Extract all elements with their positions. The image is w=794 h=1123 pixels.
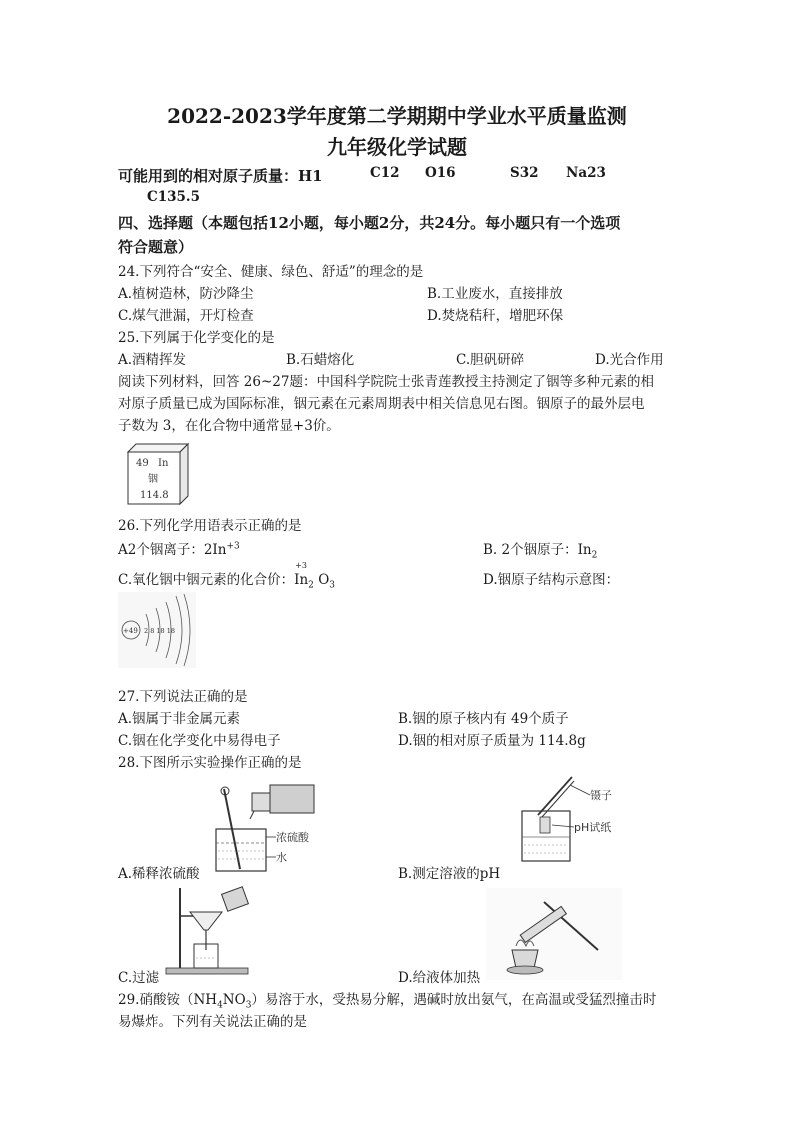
- q29-sub3: 3: [245, 1000, 252, 1011]
- q26-c-in: In: [294, 572, 309, 588]
- q29-mid: NO: [222, 992, 246, 1008]
- indium-element-card: [122, 440, 192, 506]
- q27-option-d: D.铟的相对原子质量为 114.8g: [398, 733, 586, 749]
- q26-b-sub: 2: [591, 550, 598, 561]
- label-ph-paper: pH试纸: [574, 821, 612, 834]
- q27-option-b: B.铟的原子核内有 49个质子: [398, 711, 569, 727]
- q28-option-b: B.测定溶液的pH: [398, 866, 501, 882]
- q26-c-sub3: 3: [329, 580, 336, 591]
- q24-stem: 24.下列符合“安全、健康、绿色、舒适”的理念的是: [118, 264, 424, 280]
- reading-line-2: 对原子质量已成为国际标准，铟元素在元素周期表中相关信息见右图。铟原子的最外层电: [118, 396, 645, 412]
- mass-c: C12: [370, 165, 400, 181]
- element-mass: 114.8: [140, 490, 169, 501]
- q26-option-c: [118, 561, 336, 591]
- mass-o: O16: [425, 165, 456, 181]
- figure-heating-liquid: [486, 888, 622, 980]
- label-tweezers: 镊子: [590, 789, 612, 802]
- q26-c-valence: +3: [295, 561, 307, 570]
- atomic-mass-row: [118, 165, 323, 186]
- label-conc-acid: 浓硫酸: [276, 831, 309, 844]
- shell-electrons: 2 8 18 18: [144, 627, 176, 635]
- q24-option-c: C.煤气泄漏，开灯检查: [118, 308, 254, 324]
- q24-option-a: A.植树造林，防沙降尘: [118, 286, 254, 302]
- q25-option-a: A.酒精挥发: [118, 352, 187, 368]
- q26-b-text: B. 2个铟原子：In: [483, 542, 592, 558]
- mass-s: S32: [510, 165, 539, 181]
- q24-option-d: D.焚烧秸秆，增肥环保: [427, 308, 564, 324]
- element-number: 49: [136, 458, 149, 469]
- q27-option-c: C.铟在化学变化中易得电子: [118, 733, 281, 749]
- q28-option-c: C.过滤: [118, 970, 160, 986]
- nucleus-charge: +49: [123, 627, 138, 635]
- element-symbol: In: [158, 458, 169, 469]
- q27-option-a: A.铟属于非金属元素: [118, 711, 241, 727]
- q28-stem: 28.下图所示实验操作正确的是: [118, 755, 302, 771]
- q29-line-2: 易爆炸。下列有关说法正确的是: [118, 1014, 307, 1030]
- q28-option-a: A.稀释浓硫酸: [118, 866, 200, 882]
- reading-line-3: 子数为 3，在化合物中通常显+3价。: [118, 418, 340, 434]
- q26-stem: 26.下列化学用语表示正确的是: [118, 518, 302, 534]
- q28-option-d: D.给液体加热: [398, 970, 481, 986]
- q25-option-d: D.光合作用: [595, 352, 664, 368]
- figure-dilute-acid: [210, 773, 328, 877]
- q26-c-text: C.氧化铟中铟元素的化合价：: [118, 572, 295, 588]
- section-heading: 四、选择题（本题包括12小题，每小题2分，共24分。每小题只有一个选项: [118, 214, 621, 232]
- q26-a-sup: +3: [226, 541, 240, 552]
- page-subtitle: 九年级化学试题: [327, 135, 467, 159]
- q26-c-o: O: [318, 572, 330, 588]
- q25-stem: 25.下列属于化学变化的是: [118, 330, 275, 346]
- mass-na: Na23: [566, 165, 606, 181]
- q25-option-c: C.胆矾研碎: [456, 352, 525, 368]
- atomic-mass-label: 可能用到的相对原子质量：H1: [118, 167, 323, 185]
- q29-pre: 29.硝酸铵（NH: [118, 992, 218, 1008]
- page-title: 2022-2023学年度第二学期期中学业水平质量监测: [167, 104, 627, 128]
- q26-c-sub2: 2: [308, 580, 314, 591]
- mass-cl: C135.5: [147, 189, 201, 205]
- q29-sub4: 4: [217, 1000, 223, 1011]
- q29-post: ）易溶于水，受热易分解，遇碱时放出氨气，在高温或受猛烈撞击时: [251, 992, 657, 1008]
- q26-option-b: [483, 538, 597, 561]
- q26-a-text: A2个铟离子：2In: [118, 542, 227, 558]
- figure-filtration: [160, 882, 260, 978]
- figure-ph-test: [512, 771, 632, 871]
- indium-atom-structure: [118, 592, 196, 668]
- q24-option-b: B.工业废水，直接排放: [427, 286, 563, 302]
- section-heading-cont: 符合题意）: [118, 238, 194, 256]
- label-water: 水: [276, 851, 287, 864]
- q27-stem: 27.下列说法正确的是: [118, 689, 248, 705]
- q26-option-d: D.铟原子结构示意图：: [483, 572, 620, 588]
- reading-line-1: 阅读下列材料，回答 26~27题：中国科学院院士张青莲教授主持测定了铟等多种元素的相: [118, 374, 654, 390]
- element-name: 铟: [148, 474, 158, 485]
- q29-line-1: [118, 988, 656, 1011]
- q26-option-a: [118, 538, 240, 558]
- q25-option-b: B.石蜡熔化: [286, 352, 355, 368]
